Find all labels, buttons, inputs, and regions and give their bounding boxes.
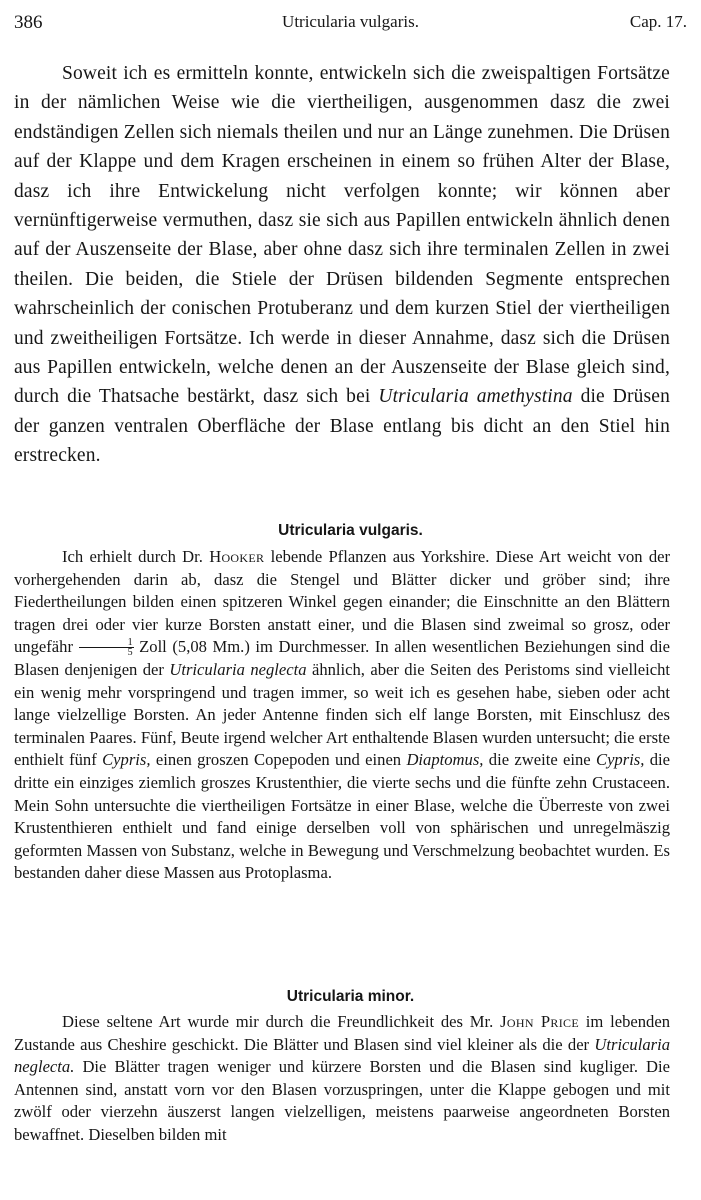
chapter-label: Cap. 17.: [629, 12, 687, 31]
running-title: Utricularia vulgaris.: [282, 12, 419, 31]
genus-name: Diaptomus,: [406, 750, 484, 770]
fraction-numerator: 1: [79, 638, 134, 648]
paragraph-development: [14, 59, 670, 471]
paragraph-text: die dritte ein einziges ziemlich groszes Krustenthier, die vierte sechs und die fünfte zehn Crustaceen. Mein Sohn untersuchte die viertheiligen Fortsätze in einer Blase, welche die Überreste von zwei Krustenthieren enthielt und fand einige derselben voll von sphärischen und unregelmäszig geformten Massen von Substanz, welche in Bewegung und Verschmelzung beobachtet wurden. Es bestanden daher diese Massen aus Protoplasma.: [14, 750, 671, 883]
species-name: Utricularia amethystina: [378, 386, 573, 408]
paragraph-text: die zweite eine: [488, 750, 591, 770]
section-title-minor: Utricularia minor.: [286, 988, 415, 1005]
paragraph-text: die Drüsen der ganzen ventralen Oberfläche der Blase entlang bis dicht an den Stiel hin erstrecken.: [14, 386, 670, 467]
paragraph-text: Zoll (5,08 Mm.) im Durchmesser. In allen wesentlichen Beziehungen sind die Blasen denjenigen der: [14, 637, 670, 679]
person-name: John Price: [500, 1012, 579, 1031]
species-name: Utricularia neglecta.: [14, 1034, 670, 1077]
paragraph-text: einen groszen Copepoden und einen: [155, 750, 402, 770]
section-title-vulgaris: Utricularia vulgaris.: [278, 522, 423, 539]
page-number: 386: [14, 12, 43, 33]
running-head: [14, 12, 687, 38]
paragraph-text: Ich erhielt durch Dr.: [62, 547, 203, 566]
person-name: Hooker: [209, 547, 265, 566]
paragraph-text: im lebenden Zustande aus Cheshire geschickt. Die Blätter und Blasen sind viel kleiner als die der: [14, 1012, 670, 1054]
paragraph-text: Diese seltene Art wurde mir durch die Freundlichkeit des Mr.: [62, 1012, 494, 1031]
paragraph-text: lebende Pflanzen aus Yorkshire. Diese Art weicht von der vorhergehenden darin ab, dasz die Stengel und Blätter dicker und gröber sind; ihre Fiedertheilungen bilden einen spitzeren Winkel gegen einander; die Einschnitte an den Blättern tragen drei oder vier kurze Borsten anstatt einer, und die Blasen sind zweimal so grosz, oder ungefähr: [14, 547, 671, 657]
paragraph-vulgaris: [14, 546, 670, 885]
fraction-denominator: 5: [127, 647, 133, 659]
genus-name: Cypris,: [102, 750, 151, 770]
fraction: [79, 638, 134, 657]
paragraph-text: Soweit ich es ermitteln konnte, entwickeln sich die zweispaltigen Fortsätze in der nämlichen Weise wie die viertheiligen, ausgenommen dasz die zwei endständigen Zellen sich niemals theilen und nur an Länge zunehmen. Die Drüsen auf der Klappe und dem Kragen erscheinen in einem so frühen Alter der Blase, dasz ich ihre Entwickelung nicht verfolgen konnte; wir können aber vernünftigerweise vermuthen, dasz sie sich aus Papillen entwickeln ähnlich denen auf der Auszenseite der Blase, aber ohne dasz sich ihre terminalen Zellen in zwei theilen. Die beiden, die Stiele der Drüsen bildenden Segmente entsprechen wahrscheinlich der conischen Protuberanz und dem kurzen Stiel der viertheiligen und zweitheiligen Fortsätze. Ich werde in dieser Annahme, dasz sich die Drüsen aus Papillen entwickeln, welche denen an der Auszenseite der Blase gleich sind, durch die Thatsache bestärkt, dasz sich bei: [14, 63, 670, 408]
genus-name: Cypris,: [596, 750, 645, 770]
paragraph-text: ähnlich, aber die Seiten des Peristoms sind vielleicht ein wenig mehr vorspringend und tragen immer, so weit ich es gesehen habe, sieben oder acht lange vielzellige Borsten. An jeder Antenne finden sich elf lange Borsten, mit Einschlusz des terminalen Paares. Fünf, Beute irgend welcher Art enthaltende Blasen wurden untersucht; die erste enthielt fünf: [14, 659, 671, 770]
paragraph-text: Die Blätter tragen weniger und kürzere Borsten und die Blasen sind kugliger. Die Antennen sind, anstatt vorn vor den Blasen vorzuspringen, unter die Klappe gebogen und mit zwölf oder vierzehn äuszerst langen vielzelligen, meistens paarweise angeordneten Borsten bewaffnet. Dieselben bilden mit: [14, 1057, 670, 1144]
species-name: Utricularia neglecta: [169, 659, 307, 679]
paragraph-minor: [14, 1011, 670, 1147]
